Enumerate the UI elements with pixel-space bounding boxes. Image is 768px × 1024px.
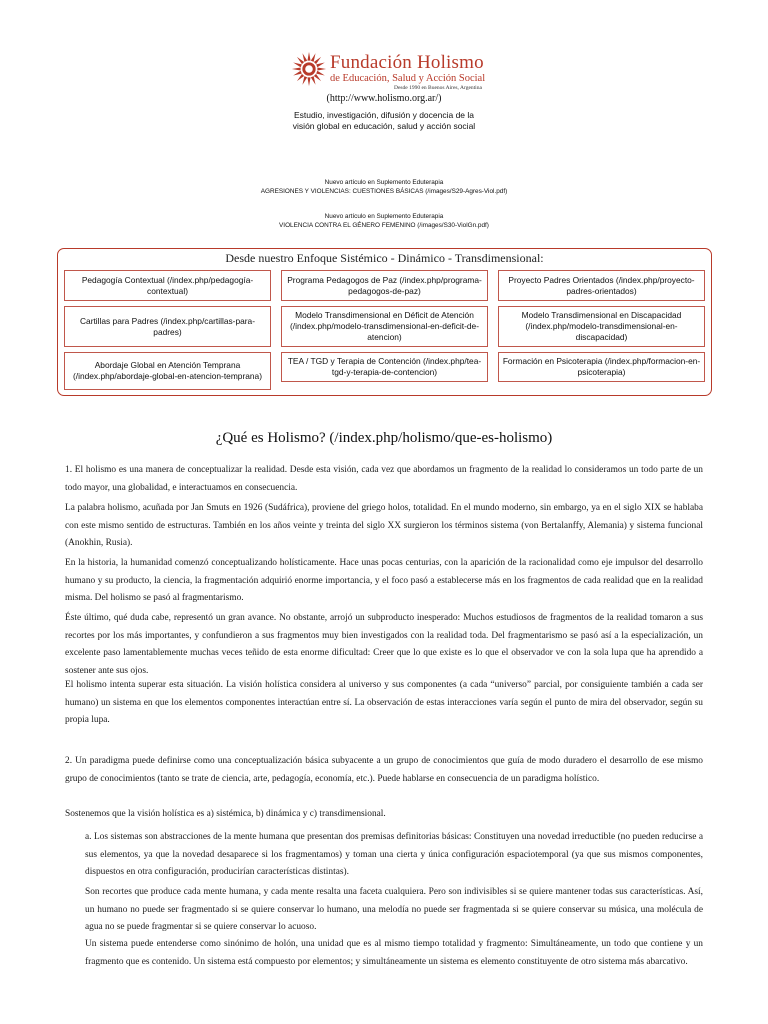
- notice-link[interactable]: AGRESIONES Y VIOLENCIAS: CUESTIONES BÁSICAS (/images/S29-Agres-Viol.pdf): [260, 188, 508, 195]
- paragraph: Éste último, qué duda cabe, representó un gran avance. No obstante, arrojó un subproducto inesperado: Muchos estudiosos de fragmentos de la realidad tomaron a sus recortes por los más importantes, y confundieron a sus fragmentos muy bien investigados con la realidad toda. Del fragmentarismo se pasó así a la especialización, un excelente paso lamentablemente muchas veces teñido de esta enorme dificultad: Creer que lo que existe es lo que el observador ve con la sola lupa que ha aprendido a sostener ante sus ojos.: [65, 613, 703, 676]
- header: [0, 44, 768, 134]
- site-url-link[interactable]: (http://www.holismo.org.ar/): [326, 93, 442, 104]
- org-since: Desde 1990 en Buenos Aires, Argentina: [394, 85, 482, 91]
- paragraph: En la historia, la humanidad comenzó conceptualizando holísticamente. Hace unas pocas centurias, con la aparición de la racionalidad como eje impulsor del desarrollo humano y su producto, la ciencia, la fragmentación adquirió enorme importancia, y el foco pasó a establecerse más en los fragmentos de cada realidad que en la realidad misma. Del holismo se pasó al fragmentarismo.: [65, 558, 703, 603]
- program-link[interactable]: Programa Pedagogos de Paz (/index.php/programa-pedagogos-de-paz): [281, 270, 488, 301]
- org-name: Fundación Holismo: [330, 52, 484, 73]
- article-heading-link[interactable]: ¿Qué es Holismo? (/index.php/holismo/que-es-holismo): [215, 430, 553, 446]
- paragraph: 1. El holismo es una manera de conceptualizar la realidad. Desde esta visión, cada vez que abordamos un fragmento de la realidad lo consideramos un todo parte de un todo mayor, una globalidad, e interactuamos en consecuencia.: [65, 465, 703, 493]
- sun-logo-icon: [290, 50, 328, 88]
- notice-label: Nuevo artículo en Suplemento Eduterapia: [324, 179, 444, 186]
- tagline: [0, 110, 768, 132]
- program-link[interactable]: Abordaje Global en Atención Temprana (/index.php/abordaje-global-en-atencion-temprana): [64, 352, 271, 390]
- program-link[interactable]: Pedagogía Contextual (/index.php/pedagogía-contextual): [64, 270, 271, 301]
- paragraph: Sostenemos que la visión holística es a) sistémica, b) dinámica y c) transdimensional.: [65, 809, 386, 819]
- program-link[interactable]: Modelo Transdimensional en Déficit de Atención (/index.php/modelo-transdimensional-en-deficit-de-atencion): [281, 306, 488, 347]
- paragraph: Un sistema puede entenderse como sinónimo de holón, una unidad que es al mismo tiempo totalidad y fragmento: Simultáneamente, un todo que contiene y un fragmento que es contenido. Un sistema está compuesto por elementos; y simultáneamente un sistema es elemento constituyente de otro sistema más abarcativo.: [85, 939, 703, 967]
- enfoque-title: Desde nuestro Enfoque Sistémico - Dinámico - Transdimensional:: [225, 251, 544, 265]
- paragraph: Son recortes que produce cada mente humana, y cada mente resalta una faceta cualquiera. Pero son indivisibles si se quiere mantener todas sus características. Así, un humano no puede ser fragmentado si se quiere conservar lo humano, una melodía no puede ser fragmentada si se quiere conservar su música, una molécula de agua no se puede fragmentar si se quiere conservar lo acuoso.: [85, 887, 703, 932]
- enfoque-box: [57, 248, 712, 396]
- program-link[interactable]: TEA / TGD y Terapia de Contención (/index.php/tea-tgd-y-terapia-de-contencion): [281, 352, 488, 382]
- paragraph: 2. Un paradigma puede definirse como una conceptualización básica subyacente a un grupo de conocimientos que guía de modo duradero el desarrollo de ese mismo grupo de conocimientos (tanto se trate de ciencia, arte, pedagogía, economía, etc.). Puede hablarse en consecuencia de un paradigma holístico.: [65, 756, 703, 784]
- program-link[interactable]: Cartillas para Padres (/index.php/cartillas-para-padres): [64, 306, 271, 347]
- org-subtitle: de Educación, Salud y Acción Social: [330, 73, 486, 84]
- program-link[interactable]: Modelo Transdimensional en Discapacidad (/index.php/modelo-transdimensional-en-discapacidad): [498, 306, 705, 347]
- paragraph: La palabra holismo, acuñada por Jan Smuts en 1926 (Sudáfrica), proviene del griego holos, totalidad. En el mundo moderno, sin embargo, ya en el siglo XIX se hablaba con este mismo sentido de estructuras. También en los años veinte y treinta del siglo XX surgieron los términos sistema (von Bertalanffy, Alemania) y sistema funcional (Anokhin, Rusia).: [65, 503, 703, 548]
- notice-article: [0, 178, 768, 196]
- notice-label: Nuevo artículo en Suplemento Eduterapia: [324, 213, 444, 220]
- paragraph: El holismo intenta superar esta situación. La visión holística considera al universo y sus componentes (a cada “universo” parcial, por consiguiente también a cada ser humano) un sistema en que los elementos componentes interactúan entre sí. La observación de estas interacciones varía según el punto de mira del observador, según su propia lupa.: [65, 680, 703, 725]
- notice-link[interactable]: VIOLENCIA CONTRA EL GÉNERO FEMENINO (/images/S30-ViolGn.pdf): [279, 222, 489, 229]
- notice-article: [0, 212, 768, 230]
- program-link[interactable]: Proyecto Padres Orientados (/index.php/proyecto-padres-orientados): [498, 270, 705, 301]
- tagline-line: visión global en educación, salud y acción social: [292, 121, 476, 131]
- program-link[interactable]: Formación en Psicoterapia (/index.php/formacion-en-psicoterapia): [498, 352, 705, 382]
- paragraph: a. Los sistemas son abstracciones de la mente humana que presentan dos premisas definitorias básicas: Constituyen una novedad irreductible (no pueden reducirse a sus elementos, ya que la novedad desaparece si los fragmentamos) y toman una cierta y única configuración espaciotemporal (ya que sus mismos componentes, dispuestos en otra configuración, producirían características distintas).: [85, 832, 703, 877]
- tagline-line: Estudio, investigación, difusión y docencia de la: [293, 110, 475, 120]
